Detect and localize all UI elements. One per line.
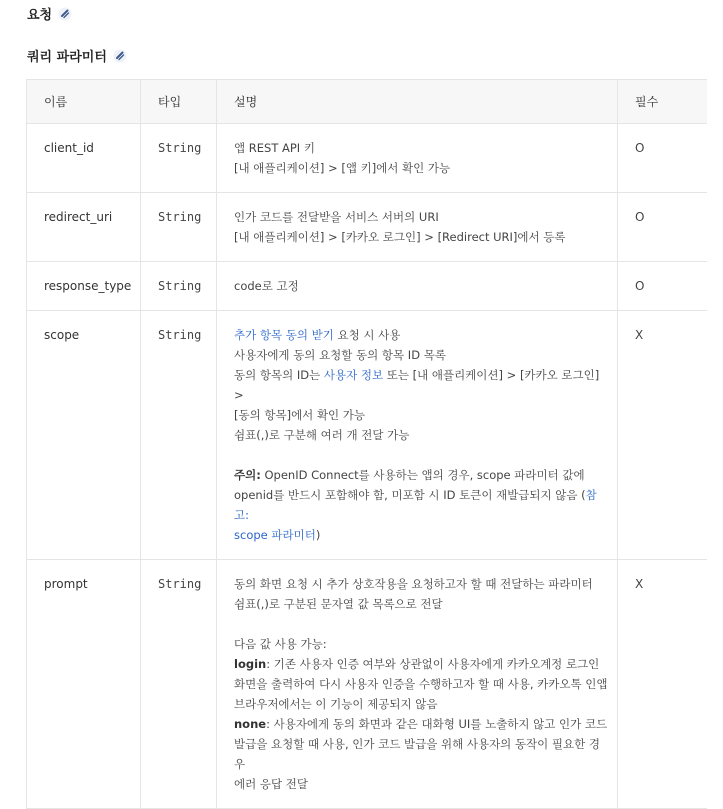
param-description	[217, 124, 618, 193]
description-line: 동의 항목의 ID는 사용자 정보 또는 [내 애플리케이션] > [카카오 로그인] >	[234, 368, 600, 402]
query-params-title: 쿼리 파라미터	[27, 50, 107, 65]
option-line: 화면을 출력하여 다시 사용자 인증을 수행하고자 할 때 사용, 카카오톡 인앱	[234, 677, 608, 691]
table-row	[27, 262, 707, 311]
description-line: 앱 REST API 키	[234, 141, 315, 155]
request-title: 요청	[27, 8, 53, 23]
option-line: 에러 응답 전달	[234, 777, 308, 791]
description-line: 쉼표(,)로 구분된 문자열 값 목록으로 전달	[234, 597, 443, 611]
table-row	[27, 193, 707, 262]
param-required: O	[618, 124, 707, 193]
column-header-required: 필수	[618, 80, 707, 124]
param-required: X	[618, 560, 707, 809]
request-heading	[27, 4, 72, 23]
description-line: 사용자에게 동의 요청할 동의 항목 ID 목록	[234, 348, 446, 362]
column-header-name: 이름	[27, 80, 141, 124]
description-line: 동의 화면 요청 시 추가 상호작용을 요청하고자 할 때 전달하는 파라미터	[234, 577, 593, 591]
param-description	[217, 560, 618, 809]
spacer	[234, 614, 609, 634]
param-name: prompt	[27, 560, 141, 809]
param-type: String	[141, 262, 217, 311]
param-required: O	[618, 262, 707, 311]
description-line: 다음 값 사용 가능:	[234, 637, 327, 651]
option-line: 브라우저에서는 이 기능이 제공되지 않음	[234, 697, 438, 711]
table-header-row	[27, 80, 707, 124]
scope-parameter-link[interactable]: scope 파라미터	[234, 528, 316, 542]
user-info-link[interactable]: 사용자 정보	[323, 368, 384, 382]
spacer	[234, 445, 609, 465]
option-line: none: 사용자에게 동의 화면과 같은 대화형 UI를 노출하지 않고 인가 코드	[234, 717, 608, 731]
anchor-link-icon[interactable]	[113, 49, 127, 63]
additional-consent-link[interactable]: 추가 항목 동의 받기	[234, 328, 334, 342]
param-name: redirect_uri	[27, 193, 141, 262]
description-line: code로 고정	[234, 279, 299, 293]
param-description	[217, 193, 618, 262]
note-line: scope 파라미터)	[234, 528, 321, 542]
param-name: response_type	[27, 262, 141, 311]
param-name: client_id	[27, 124, 141, 193]
param-type: String	[141, 560, 217, 809]
query-params-table	[26, 79, 707, 809]
table-row	[27, 311, 707, 560]
column-header-description: 설명	[217, 80, 618, 124]
option-line: login: 기존 사용자 인증 여부와 상관없이 사용자에게 카카오계정 로그인	[234, 657, 600, 671]
anchor-link-icon[interactable]	[58, 7, 72, 21]
description-line: 쉼표(,)로 구분해 여러 개 전달 가능	[234, 428, 410, 442]
param-description	[217, 262, 618, 311]
description-line: [내 애플리케이션] > [앱 키]에서 확인 가능	[234, 161, 451, 175]
column-header-type: 타입	[141, 80, 217, 124]
description-line: [동의 항목]에서 확인 가능	[234, 408, 366, 422]
param-type: String	[141, 311, 217, 560]
option-key-login: login	[234, 657, 267, 671]
param-name: scope	[27, 311, 141, 560]
param-type: String	[141, 124, 217, 193]
description-line: [내 애플리케이션] > [카카오 로그인] > [Redirect URI]에서 등록	[234, 230, 566, 244]
description-line: 추가 항목 동의 받기 요청 시 사용	[234, 328, 401, 342]
param-required: X	[618, 311, 707, 560]
note-label: 주의:	[234, 468, 261, 482]
param-type: String	[141, 193, 217, 262]
param-required: O	[618, 193, 707, 262]
table-row	[27, 560, 707, 809]
description-line: 인가 코드를 전달받을 서비스 서버의 URI	[234, 210, 439, 224]
note-line: openid를 반드시 포함해야 함, 미포함 시 ID 토큰이 재발급되지 않음 (참고:	[234, 488, 597, 522]
table-row	[27, 124, 707, 193]
note-line: 주의: OpenID Connect를 사용하는 앱의 경우, scope 파라미터 값에	[234, 468, 585, 482]
option-line: 발급을 요청할 때 사용, 인가 코드 발급을 위해 사용자의 동작이 필요한 경우	[234, 737, 601, 771]
param-description	[217, 311, 618, 560]
option-key-none: none	[234, 717, 267, 731]
query-params-heading	[27, 46, 127, 65]
reference-link[interactable]: 참고:	[234, 488, 597, 522]
